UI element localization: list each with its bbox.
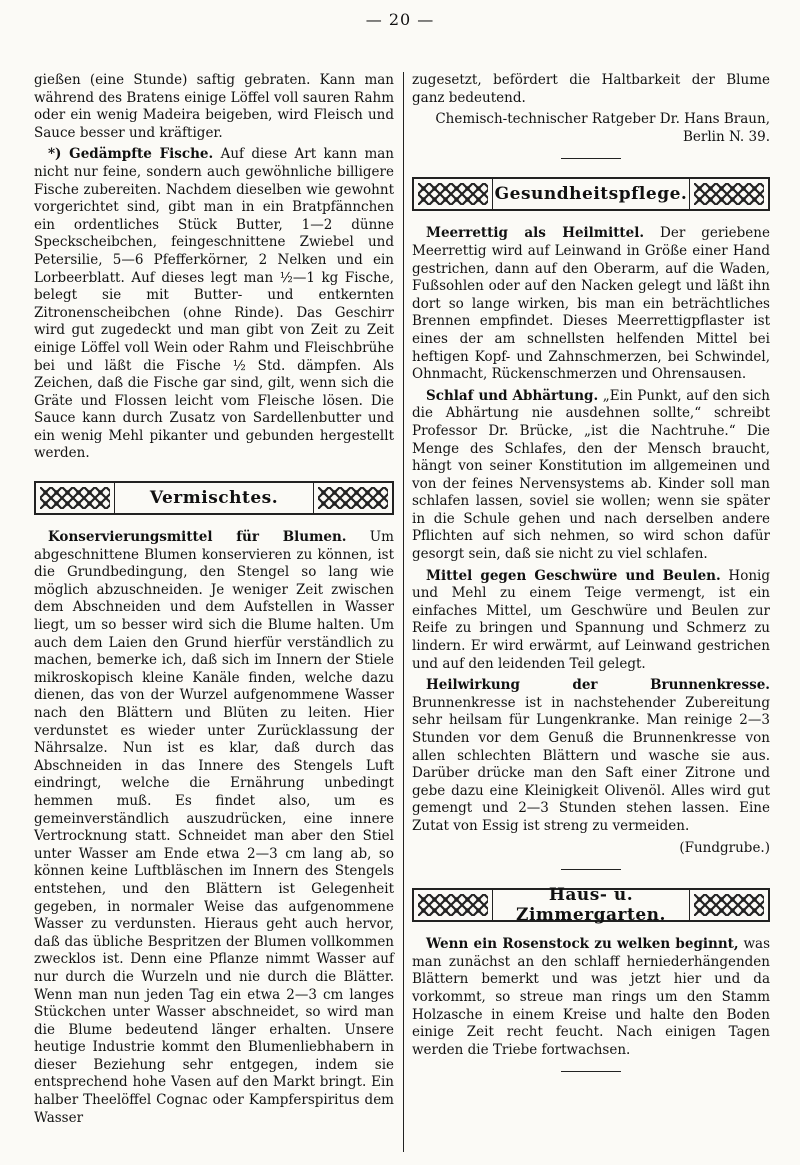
column-divider <box>403 72 404 1152</box>
page-number: — 20 — <box>365 10 435 29</box>
paragraph-flower-end: zugesetzt, befördert die Haltbarkeit der Blume ganz bedeutend. <box>412 72 770 106</box>
ornament-right-icon <box>318 487 388 509</box>
heading-steamed-fish: *) Gedämpfte Fische. <box>48 146 214 163</box>
left-column <box>34 72 394 1131</box>
separator-rule <box>561 158 621 159</box>
heading-horseradish: Meerrettig als Heilmittel. <box>426 225 645 242</box>
ornament-right-icon <box>694 183 764 205</box>
section-title: Gesundheitspflege. <box>494 184 688 205</box>
ornament-left-icon <box>418 894 488 916</box>
heading-sleep: Schlaf und Abhärtung. <box>426 387 599 404</box>
separator-rule <box>561 1071 621 1072</box>
heading-flower-preservation: Konservierungsmittel für Blumen. <box>48 529 347 546</box>
ornament-left-icon <box>418 183 488 205</box>
ornament-left-icon <box>40 487 110 509</box>
paragraph-watercress: Heilwirkung der Brunnenkresse. Brunnenkresse ist in nachstehender Zubereitung sehr heilsam für Lungenkranke. Man reinige 2—3 Stunden vor dem Genuß die Brunnenkresse von allen schlechten Blättern und wasche sie aus. Darüber drücke man den Saft einer Zitrone und gebe dazu eine Kleinigkeit Olivenöl. Alles wird gut gemengt und 2—3 Stunden stehen lassen. Eine Zutat von Essig ist streng zu vermeiden. <box>412 677 770 834</box>
heading-ulcers: Mittel gegen Geschwüre und Beulen. <box>426 567 721 584</box>
paragraph-horseradish: Meerrettig als Heilmittel. Der geriebene Meerrettig wird auf Leinwand in Größe einer Hand gestrichen, dann auf den Oberarm, auf die Waden, Fußsohlen oder auf den Nacken gelegt und läßt ihn dort so lange wirken, bis man ein beträchtliches Brennen empfindet. Dieses Meerrettigpflaster ist eines der am schnellsten helfenden Mittel bei heftigen Kopf- und Zahnschmerzen, bei Schwindel, Ohnmacht, Rückenschmerzen und Ohrensausen. <box>412 225 770 383</box>
source-credit-fundgrube: (Fundgrube.) <box>679 839 770 856</box>
heading-watercress: Heilwirkung der Brunnenkresse. <box>426 677 770 694</box>
section-header-garden <box>412 885 770 926</box>
section-title: Vermischtes. <box>149 488 279 509</box>
ornament-right-icon <box>694 894 764 916</box>
heading-rosebush: Wenn ein Rosenstock zu welken beginnt, <box>426 936 739 953</box>
paragraph-flower-preservation: Konservierungsmittel für Blumen. Um abgeschnittene Blumen konservieren zu können, ist die Grundbedingung, den Stengel so lang wie möglich abzuschneiden. Je weniger Zeit zwischen dem Abschneiden und dem Aufstellen in Wasser liegt, um so besser wird sich die Blume halten. Um auch dem Laien den Grund hierfür verständlich zu machen, bemerke ich, daß sich im Innern der Stiele mikroskopisch kleine Kanäle finden, welche dazu dienen, das von der Wurzel aufgenommene Wasser nach den Blättern und Blüten zu leiten. Hier verdunstet es wieder unter Zurücklassung der Nährsalze. Nun ist es klar, daß durch das Abschneiden in das Innere des Stengels Luft eindringt, welche die Ernährung unbedingt hemmen muß. Es findet also, um es gemeinverständlich auszudrücken, eine innere Vertrocknung statt. Schneidet man aber den Stiel unter Wasser am Ende etwa 2—3 cm lang ab, so können keine Luftbläschen im Innern des Stengels entstehen, und den Blättern ist Gelegenheit gegeben, in normaler Weise das aufgenommene Wasser zu verdunsten. Hieraus geht auch hervor, daß das übliche Bespritzen der Blumen vollkommen zwecklos ist. Denn eine Pflanze nimmt Wasser auf nur durch die Wurzeln und nie durch die Blätter. Wenn man nun jeden Tag ein etwa 2—3 cm langes Stückchen unter Wasser abschneidet, so wird man die Blume bedeutend länger erhalten. Unsere heutige Industrie kommt den Blumenliebhabern in dieser Beziehung sehr entgegen, indem sie entsprechend hohe Vasen auf den Markt bringt. Ein halber Theelöffel Cognac oder Kampferspiritus dem Wasser <box>34 529 394 1126</box>
section-header-gesundheitspflege <box>412 177 770 211</box>
right-column <box>412 72 770 1084</box>
paragraph-roast-end: gießen (eine Stunde) saftig gebraten. Kann man während des Bratens einige Löffel voll sauren Rahm oder ein wenig Madeira beigeben, wird Fleisch und Sauce besser und kräftiger. <box>34 72 394 141</box>
source-credit: Chemisch-technischer Ratgeber Dr. Hans Braun, Berlin N. 39. <box>435 111 770 145</box>
section-header-vermischtes <box>34 481 394 515</box>
paragraph-steamed-fish: *) Gedämpfte Fische. Auf diese Art kann man nicht nur feine, sondern auch gewöhnliche billigere Fische zubereiten. Nachdem dieselben wie gewohnt vorgerichtet sind, gibt man in ein Bratpfännchen ein ordentliches Stück Butter, 1—2 dünne Speckscheibchen, feingeschnittene Zwiebel und Petersilie, 5—6 Pfefferkörner, 2 Nelken und ein Lorbeerblatt. Auf dieses legt man ½—1 kg Fische, belegt sie mit Butter- und entkernten Zitronenscheibchen (ohne Rinde). Das Geschirr wird gut zugedeckt und man gibt von Zeit zu Zeit einige Löffel voll Wein oder Rahm und Fleischbrühe bei und läßt die Fische ½ Std. dämpfen. Als Zeichen, daß die Fische gar sind, gilt, wenn sich die Gräte und Flossen leicht vom Fleische lösen. Die Sauce kann durch Zusatz von Sardellenbutter und ein wenig Mehl pikanter und gebunden hergestellt werden. <box>34 146 394 462</box>
paragraph-sleep: Schlaf und Abhärtung. „Ein Punkt, auf den sich die Abhärtung nie ausdehnen sollte,“ schreibt Professor Dr. Brücke, „ist die Nachtruhe.“ Die Menge des Schlafes, den der Mensch braucht, hängt von seiner Konstitution im allgemeinen und von der feines Nervensystems ab. Kinder soll man schlafen lassen, soviel sie wollen; wenn sie später in die Schule gehen und nach derselben andere Pflichten auf sich nehmen, so wird schon dafür gesorgt sein, daß sie nicht zu viel schlafen. <box>412 387 770 563</box>
separator-rule <box>561 869 621 870</box>
paragraph-ulcers: Mittel gegen Geschwüre und Beulen. Honig und Mehl zu einem Teige vermengt, ist ein einfaches Mittel, um Geschwüre und Beulen zur Reife zu bringen und Spannung und Schmerz zu lindern. Er wird erwärmt, auf Leinwand gestrichen und auf den leidenden Teil gelegt. <box>412 567 770 672</box>
paragraph-rosebush: Wenn ein Rosenstock zu welken beginnt, was man zunächst an den schlaff herniederhängenden Blättern bemerkt und was jetzt hier und da vorkommt, so streue man rings um den Stamm Holzasche in einem Kreise und halte den Boden einige Zeit recht feucht. Nach einigen Tagen werden die Triebe fortwachsen. <box>412 936 770 1058</box>
section-title: Haus- u. Zimmergarten. <box>516 885 666 926</box>
